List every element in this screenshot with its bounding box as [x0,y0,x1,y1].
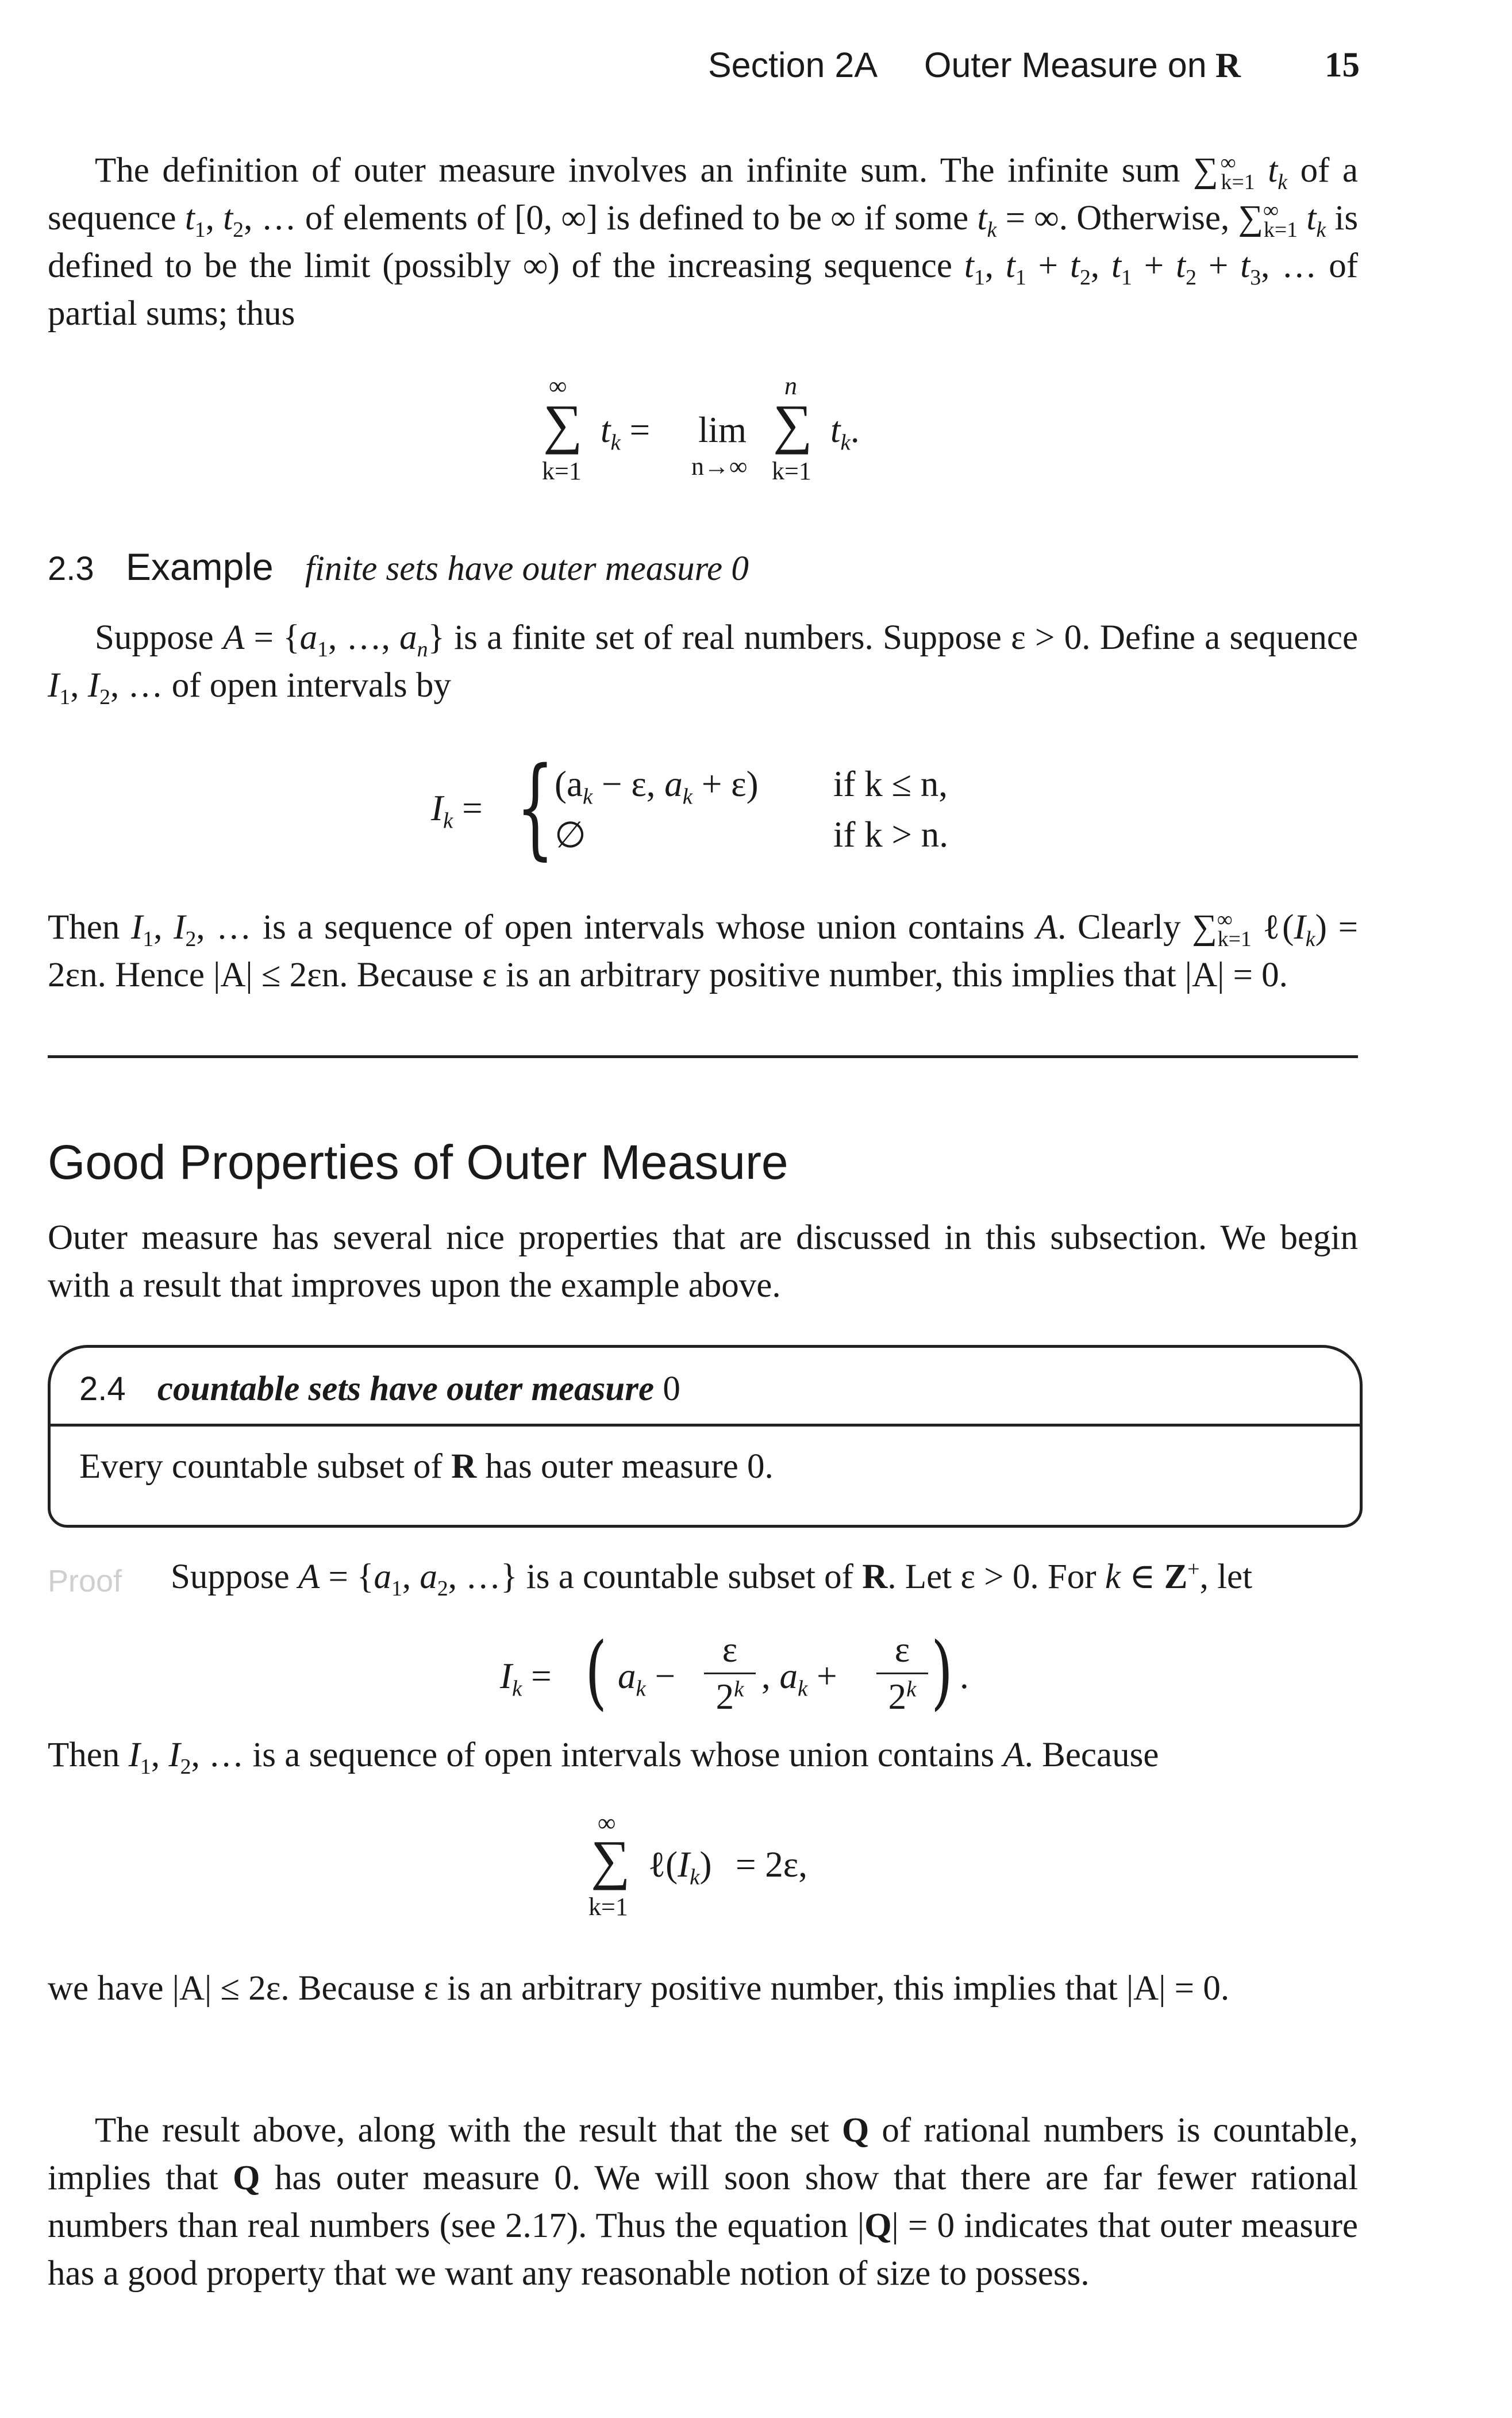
equation-proof-intervals: $I_k$ = ( $a_k$ − ε 2$^k$ , $a_k$ + ε 2$^k$ ) . [500,1625,969,1719]
theorem-heading: 2.4 countable sets have outer measure 0 [79,1370,680,1408]
example-paragraph-conclusion: Then $I_1$, $I_2$, … is a sequence of open intervals whose union contains A. Clearly $\sum^\infty_{k=1}$ $\ell(I_k) = 2\varepsilon n$. Hence |A| ≤ 2εn. Because ε is an arbitrary positive number, this implies that |A| = 0. [48,908,1358,994]
theorem-statement: Every countable subset of R has outer measure 0. [79,1447,774,1486]
example-end-rule [48,1055,1358,1058]
equation-piecewise-intervals: $I_k$ = { ($a_k - \varepsilon$, $a_k + \varepsilon$) if k ≤ n, ∅ if k > n. [431,744,949,871]
proof-paragraph-1: Suppose $A = \{a_1$, $a_2$, …} is a countable subset of R. Let ε > 0. For k ∈ Z+, let [171,1557,1253,1601]
paragraph-infinite-sum: The definition of outer measure involves an infinite sum. The infinite sum ∑ ∞$_{k=1}$ $t_k$ of a sequence $t_1$, $t_2$, … of elements of [0, ∞] is defined to be ∞ if some $t_k$ = ∞. Otherwise, $\sum^\infty_{k=1}$ $t_k$ is defined to be the limit (possibly ∞) of the increasing sequence $t_1$, $t_1 + t_2$, $t_1 + t_2 + t_3$, … of partial sums; thus [48,151,1359,333]
section-title: Good Properties of Outer Measure [48,1135,788,1189]
page-number: 15 [1325,46,1360,84]
proof-paragraph-3: we have |A| ≤ 2ε. Because ε is an arbitrary positive number, this implies that |A| = 0. [48,1969,1230,2008]
example-heading: 2.3 Example finite sets have outer measure 0 [48,545,749,588]
equation-proof-sum: ∞ ∑ k=1 $\ell(I_k)$ = 2ε, [588,1809,807,1921]
theorem-divider [51,1424,1360,1427]
theorem-box [48,1345,1363,1528]
equation-infinite-sum-limit: ∞ ∑ k=1 $t_k$ = lim n→∞ n ∑ k=1 $t_k$. [542,372,860,485]
section-intro: Outer measure has several nice properties that are discussed in this subsection. We begin with a result that improves upon the example above. [48,1218,1358,1305]
running-header-section: Section 2A [708,45,878,84]
running-header-title: Outer Measure on R [924,45,1241,85]
example-paragraph-definition: Suppose $A = \{a_1$, …, $a_n$} is a finite set of real numbers. Suppose ε > 0. Define a sequence $I_1$, $I_2$, … of open intervals by [48,618,1359,710]
closing-paragraph: The result above, along with the result that the set Q of rational numbers is countable, implies that Q has outer measure 0. We will soon show that there are far fewer rational numbers than real numbers (see 2.17). Thus the equation |Q| = 0 indicates that outer measure has a good property that we want any reasonable notion of size to possess. [48,2111,1359,2293]
proof-paragraph-2: Then $I_1$, $I_2$, … is a sequence of open intervals whose union contains A. Because [48,1736,1159,1779]
proof-label: Proof [48,1564,122,1598]
